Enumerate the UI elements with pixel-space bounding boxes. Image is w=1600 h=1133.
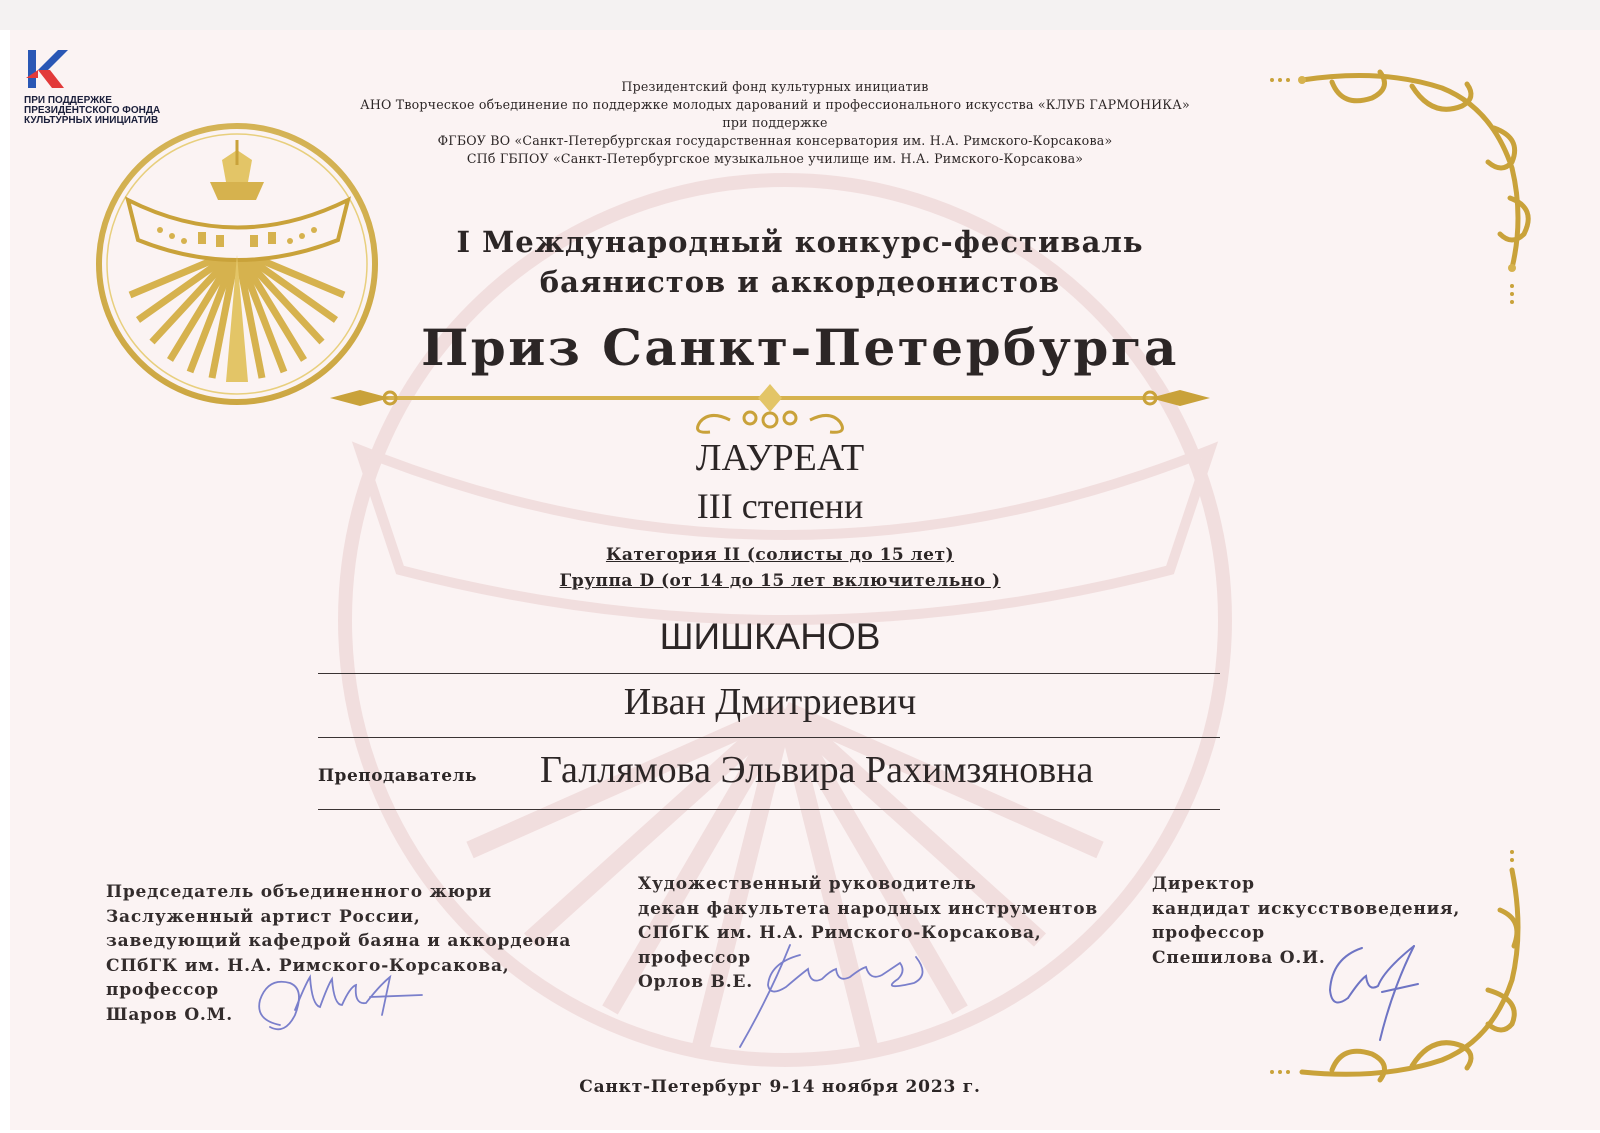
- category-text: Категория II (солисты до 15 лет): [605, 545, 955, 565]
- laureate-surname: ШИШКАНОВ: [659, 616, 881, 657]
- surname-underline: [318, 673, 1220, 674]
- fund-logo-icon: [24, 48, 68, 90]
- signatory-line: декан факультета народных инструментов: [638, 898, 1099, 919]
- presidential-fund-logo: [24, 48, 204, 126]
- footer-place-date: Санкт-Петербург 9-14 ноября 2023 г.: [579, 1077, 981, 1097]
- signatory-line: Директор: [1152, 874, 1255, 894]
- signatory-line: Шаров О.М.: [106, 1004, 233, 1025]
- organizer-line: СПб ГБПОУ «Санкт-Петербургское музыкальное училище им. Н.А. Римского-Корсакова»: [466, 151, 1084, 166]
- organizer-line: ФГБОУ ВО «Санкт-Петербургская государственная консерватория им. Н.А. Римского-Корсакова»: [437, 133, 1113, 148]
- signatory-line: Орлов В.Е.: [638, 972, 753, 992]
- signatory-line: профессор: [638, 947, 751, 968]
- signature-orlov-icon: [730, 935, 940, 1055]
- signatory-line: заведующий кафедрой баяна и аккордеона: [106, 931, 572, 951]
- organizers-block: [250, 78, 1300, 168]
- signatory-line: Художественный руководитель: [638, 874, 977, 894]
- signatory-line: профессор: [1152, 923, 1265, 943]
- signature-sharov-icon: [250, 965, 430, 1045]
- organizer-line: при поддержке: [722, 115, 828, 130]
- signatory-line: СПбГК им. Н.А. Римского-Корсакова,: [106, 955, 510, 976]
- signatory-line: кандидат искусствоведения,: [1152, 898, 1461, 919]
- top-right-ornament-icon: [1262, 58, 1552, 318]
- teacher-label: Преподаватель: [318, 766, 478, 786]
- logo-text-line: КУЛЬТУРНЫХ ИНИЦИАТИВ: [24, 115, 159, 126]
- signatory-line: Заслуженный артист России,: [106, 906, 421, 927]
- laureate-name: Иван Дмитриевич: [623, 681, 917, 723]
- organizer-line: Президентский фонд культурных инициатив: [621, 79, 929, 94]
- gold-divider-icon: [330, 380, 1210, 440]
- signatory-line: профессор: [106, 980, 219, 1000]
- contest-title: [330, 222, 1270, 302]
- teacher-underline: [318, 809, 1220, 810]
- signatory-line: СПбГК им. Н.А. Римского-Корсакова,: [638, 923, 1042, 943]
- contest-title-line: баянистов и аккордеонистов: [539, 265, 1061, 299]
- teacher-name: Галлямова Эльвира Рахимзяновна: [540, 749, 1094, 791]
- name-underline: [318, 737, 1220, 738]
- contest-title-line: I Международный конкурс-фестиваль: [456, 225, 1144, 259]
- organizer-line: АНО Творческое объединение по поддержке молодых дарований и профессионального искусства «КЛУБ ГАРМОНИКА»: [360, 97, 1190, 112]
- award-degree: III степени: [696, 486, 864, 526]
- group-text: Группа D (от 14 до 15 лет включительно ): [559, 571, 1001, 591]
- signature-speshilova-icon: [1322, 940, 1442, 1050]
- category-block: [330, 542, 1230, 594]
- signatory-line: Спешилова О.И.: [1152, 947, 1326, 968]
- signatory-line: Председатель объединенного жюри: [106, 882, 492, 902]
- logo-text-line: ПРИ ПОДДЕРЖКЕ: [24, 95, 112, 106]
- award-title: ЛАУРЕАТ: [695, 437, 865, 479]
- logo-text-line: ПРЕЗИДЕНТСКОГО ФОНДА: [24, 105, 161, 116]
- scan-top-band: [0, 0, 1600, 30]
- prize-title: Приз Санкт-Петербурга: [421, 318, 1179, 377]
